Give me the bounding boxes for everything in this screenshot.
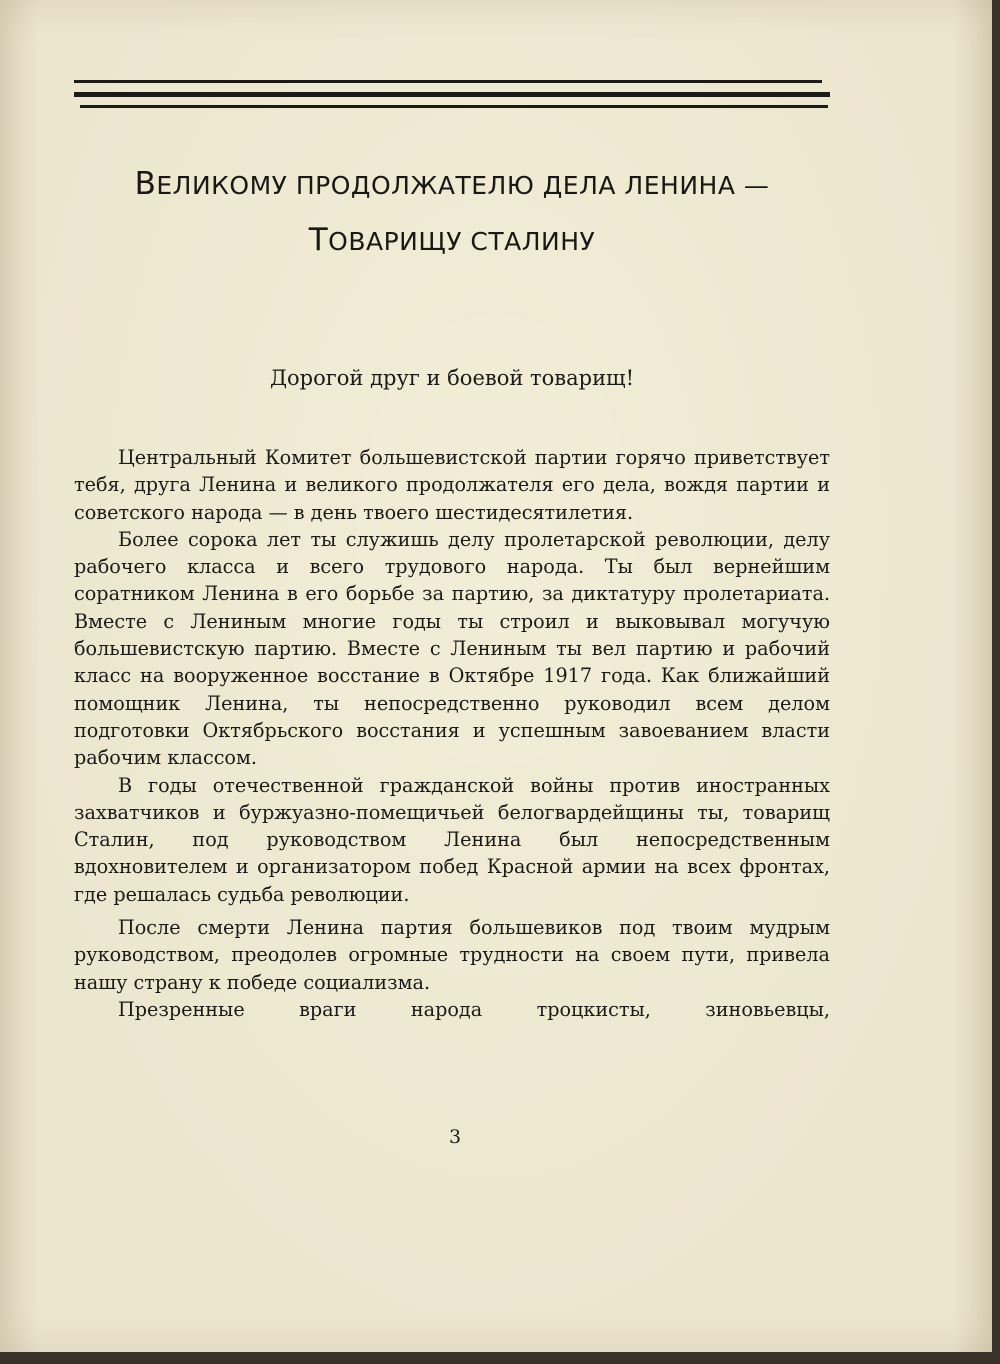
paragraph-3: В годы отечественной гражданской войны против иностранных захватчиков и буржуазно-помещичьей белогвардейщины ты, товарищ Сталин, под руководством Ленина был непосредственным вдохновителем и организатором побед Красной армии на всех фронтах, где решалась судьба революции. — [74, 773, 830, 906]
heading-line-1 — [74, 166, 830, 202]
heading-line-1-initial: В — [134, 166, 157, 202]
paragraph-2: Более сорока лет ты служишь делу пролетарской революции, делу рабочего класса и всего трудового народа. Ты был вернейшим соратником Ленина в его борьбе за партию, за диктатуру пролетариата. Вместе с Лениным многие годы ты строил и выковывал могучую большевистскую партию. Вместе с Лениным ты вел партию и рабочий класс на вооруженное восстание в Октябре 1917 года. Как ближайший помощник Ленина, ты непосредственно руководил всем делом подготовки Октябрьского восстания и успешным завоеванием власти рабочим классом. — [74, 527, 830, 770]
paragraph-1: Центральный Комитет большевистской партии горячо приветствует тебя, друга Ленина и великого продолжателя его дела, вождя партии и советского народа — в день твоего шестидесятилетия. — [74, 446, 830, 524]
salutation: Дорогой друг и боевой товарищ! — [269, 366, 635, 390]
heading-line-2 — [74, 222, 830, 258]
page-number: 3 — [448, 1126, 462, 1148]
body-text — [74, 444, 830, 1029]
bottom-thin-rule — [80, 105, 828, 108]
middle-thick-rule — [74, 92, 830, 97]
paragraph-5: Презренные враги народа троцкисты, зиновьевцы, — [118, 997, 830, 1021]
heading-line-2-text: ОВАРИЩУ СТАЛИНУ — [328, 227, 596, 256]
paragraph-4: После смерти Ленина партия большевиков под твоим мудрым руководством, преодолев огромные трудности на своем пути, привела нашу страну к победе социализма. — [74, 916, 830, 994]
top-thin-rule — [74, 80, 822, 83]
heading-line-1-text: ЕЛИКОМУ ПРОДОЛЖАТЕЛЮ ДЕЛА ЛЕНИНА — — [156, 171, 770, 200]
heading-line-2-initial: Т — [308, 222, 329, 258]
